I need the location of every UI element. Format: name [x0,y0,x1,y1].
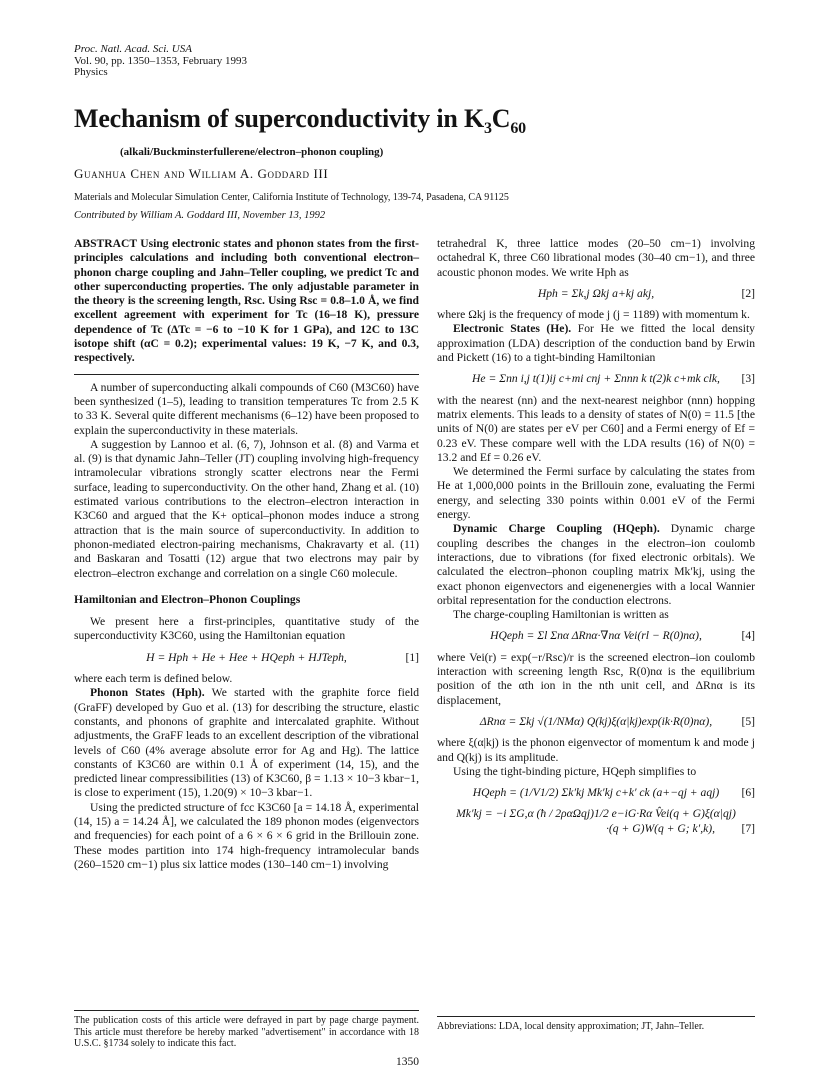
abbreviations-rule [437,1016,755,1017]
abstract-divider [74,374,419,375]
paragraph-fermi-surface: We determined the Fermi surface by calculating the states from He at 1,000,000 points in the Brillouin zone, evaluating the Fermi energy, and selecting 330 points within 0.001 eV of the Fermi energy. [437,465,755,522]
run-in-heading-electronic: Electronic States (He). [453,322,572,336]
equation-7-number: [7] [741,821,755,835]
keywords: (alkali/Buckminsterfullerene/electron–phonon coupling) [120,146,384,158]
equation-7: Mk′kj = −i ΣG,α (ħ / 2ραΩqj)1/2 e−iG·Rα V̂ei(q + G)ξ(α|qj) ·(q + G)W(q + G; k′,k), [7] [456,807,755,835]
abbreviations: Abbreviations: LDA, local density approximation; JT, Jahn–Teller. [437,1016,755,1032]
contributed-by: Contributed by William A. Goddard III, November 13, 1992 [74,210,326,221]
paragraph-screened: where Vei(r) = exp(−r/Rsc)/r is the screened electron–ion coulomb interaction with screening length Rsc, R(0)nα is the equilibrium position of the αth ion in the nth unit cell, and ΔRnα is its displacement, [437,650,755,707]
paragraph-hamiltonian-written: The charge-coupling Hamiltonian is written as [453,608,669,622]
paragraph-tight-binding: Using the tight-binding picture, HQeph simplifies to [453,764,697,778]
equation-3-number: [3] [741,372,755,386]
journal-section: Physics [74,66,108,78]
equation-1-number: [1] [405,650,419,664]
journal-volume: Vol. 90, pp. 1350–1353, February 1993 [74,54,248,67]
paragraph-hopping: with the nearest (nn) and the next-nearest neighbor (nnn) hopping matrix elements. This leads to a density of states of N(0) = 11.5 [the units of N(0) are states per eV per C60] and a Fermi energy of Ef = 0.23 eV. These compare well with the LDA results (16) of N(0) = 13.2 and Ef = 0.26 eV. [437,393,755,464]
journal-name: Proc. Natl. Acad. Sci. USA [74,43,192,55]
section-heading: Hamiltonian and Electron–Phonon Couplings [74,592,301,606]
equation-6: HQeph = (1/V1/2) Σk′kj Mk′kj c+k′ ck (a+−qj + aqj) [6] [472,786,755,800]
equation-1: H = Hph + He + Hee + HQeph + HJTeph, [1] [146,650,419,664]
page-number: 1350 [396,1056,419,1068]
abstract: ABSTRACT Using electronic states and phonon states from the first-principles calculations and including both conventional electron–phonon charge coupling and Jahn–Teller coupling, we predict Tc and other superconducting properties. The only adjustable parameter in the theory is the screening length, Rsc. Using Rsc = 0.8–1.0 Å, we find excellent agreement with experiment for Tc (16–18 K), pressure dependence of Tc (ΔTc = −6 to −10 K for 1 GPa), and 12C to 13C isotope shift (αC = 0.2); experimental values: 19 K, −7 K, and 0.3, respectively. [74,237,419,365]
run-in-heading-phonon: Phonon States (Hph). [90,686,205,700]
equation-5: ΔRnα = Σkj √(1/NMα) Q(kj)ξ(α|kj)exp(ik·R(0)nα), [5] [479,714,755,728]
equation-6-number: [6] [741,786,755,800]
paragraph-charge-coupling: Dynamic Charge Coupling (HQeph). Dynamic charge coupling describes the changes in the electron–ion coulomb interactions, due to vibrations (for fixed electronic orbitals). We calculated the electron–phonon coupling matrix Mk′kj, using the exact phonon eigenvectors and eigenenergies with a local Wannier orbital representation for the conduction electrons. [437,522,755,607]
journal-header [74,44,247,79]
left-column [74,237,419,872]
intro-paragraph-1: A number of superconducting alkali compounds of C60 (M3C60) have been synthesized (1–5), leading to transition temperatures Tc from 2.5 K to 33 K. Several quite different mechanisms (6–12) have been proposed to explain the superconductivity in these materials. [74,380,419,437]
paragraph-terms: where each term is defined below. [74,672,233,686]
paragraph-eigenvector: where ξ(α|kj) is the phonon eigenvector of momentum k and mode j and Q(kj) is its amplitude. [437,736,755,764]
run-in-heading-charge: Dynamic Charge Coupling (HQeph). [453,522,660,536]
right-column [437,237,755,843]
intro-paragraph-2: A suggestion by Lannoo et al. (6, 7), Johnson et al. (8) and Varma et al. (9) is that dynamic Jahn–Teller (JT) coupling involving high-frequency intramolecular vibrations strongly scatter electrons near the Fermi surface, leading to superconductivity. On the other hand, Zhang et al. (10) estimated various contributions to the electron–electron interaction in K3C60 and argued that the K+ optical–phonon modes induce a strong attraction that is the main source of superconductivity. In addition to phonon-mediated electron-pairing mechanisms, Chakravarty et al. (11) and Baskaran and Tosatti (12) argue that two electrons may pair by electron–electron exchange and correlation on a single C60 molecule. [74,437,419,580]
equation-3: He = Σnn i,j t(1)ij c+mi cnj + Σnnn k t(2)k c+mk clk, [3] [472,372,755,386]
article-title: Mechanism of superconductivity in $K_3C_{60}$ [74,104,526,138]
equation-4: HQeph = Σl Σnα ΔRnα·∇nα Vei(rl − R(0)nα), [4] [490,629,755,643]
paragraph-fcc-structure: Using the predicted structure of fcc K3C60 [a = 14.18 Å, experimental (14, 15) a = 14.24 Å], we calculated the 189 phonon modes (eigenvectors and frequencies) for each point of a 6 × 6 × 6 grid in the Brillouin zone. These modes partition into 174 high-frequency intramolecular bands (260–1520 cm−1) plus six lattice modes (130–140 cm−1) involving [74,800,419,871]
paragraph-hamiltonian-intro: We present here a first-principles, quantitative study of the superconductivity K3C60, using the Hamiltonian equation [74,615,419,643]
equation-2: Hph = Σk,j Ωkj a+kj akj, [2] [537,286,755,300]
equation-5-number: [5] [741,714,755,728]
paragraph-modes-cont: tetrahedral K, three lattice modes (20–50 cm−1) involving octahedral K, three C60 librational modes (30–40 cm−1), and three acoustic phonon modes. We write Hph as [437,237,755,279]
publication-footnote: The publication costs of this article were defrayed in part by page charge payment. This article must therefore be hereby marked "advertisement" in accordance with 18 U.S.C. §1734 solely to indicate this fact. [74,1010,419,1050]
paragraph-electronic-states: Electronic States (He). For He we fitted the local density approximation (LDA) description of the conduction band by Erwin and Pickett (16) to a tight-binding Hamiltonian [437,322,755,365]
affiliation: Materials and Molecular Simulation Center, California Institute of Technology, 139-74, Pasadena, CA 91125 [74,192,509,203]
equation-2-number: [2] [741,286,755,300]
paragraph-phonon-states: Phonon States (Hph). We started with the graphite force field (GraFF) developed by Guo et al. (13) for describing the structure, elastic constants, and phonons of graphite and intercalated graphite. Without adjustments, the GraFF leads to an excellent description of the vibrational levels of C60 (4% average absolute error for Ag and Hg). The lattice constants of K3C60 are within 0.1 Å of experiment (14, 15), and the predicted linear compressibilities (13) of K3C60, β = 1.13 × 10−3 kbar−1, is close to experiment (15), 1.20(9) × 10−3 kbar−1. [74,686,419,800]
authors: Guanhua Chen and William A. Goddard III [74,166,329,181]
paragraph-frequency: where Ωkj is the frequency of mode j (j = 1189) with momentum k. [437,308,750,322]
footnote-rule [74,1010,419,1011]
equation-4-number: [4] [741,629,755,643]
